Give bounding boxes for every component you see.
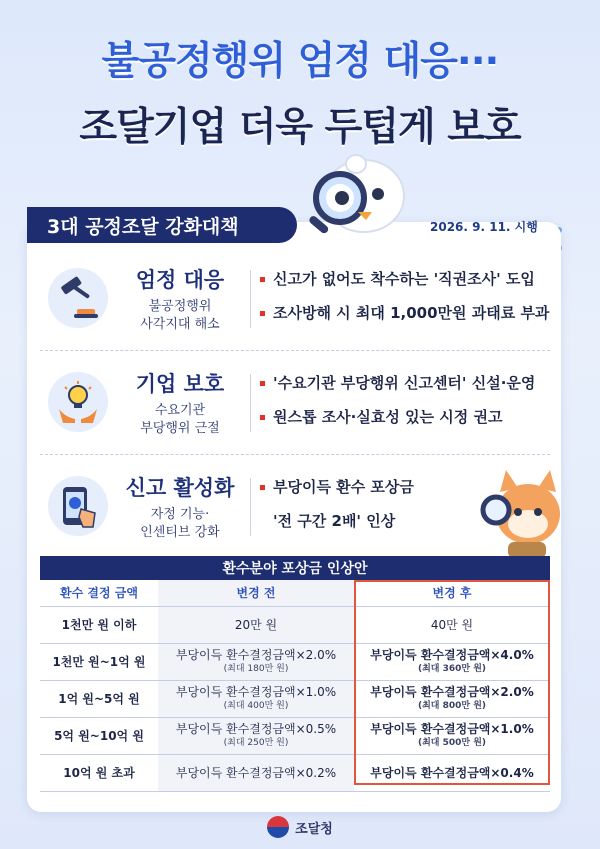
card-tab: 3대 공정조달 강화대책 bbox=[27, 207, 297, 243]
table-row bbox=[40, 717, 550, 754]
section-subtitle-line-2: 부당행위 근절 bbox=[140, 421, 220, 436]
section-title: 엄정 대응 bbox=[135, 268, 225, 292]
section-subtitle-line-1: 수요기관 bbox=[154, 403, 206, 418]
column-header: 변경 전 bbox=[158, 580, 354, 606]
section-subtitle-line-1: 불공정행위 bbox=[148, 299, 212, 314]
bullet-item: 원스톱 조사·실효성 있는 시정 권고 bbox=[260, 406, 550, 428]
before-cell: 20만 원 bbox=[158, 606, 354, 643]
before-cell: 부당이득 환수결정금액×0.5% (최대 250만 원) bbox=[158, 717, 354, 754]
section-separator bbox=[250, 478, 251, 536]
bullet-item: '수요기관 부당행위 신고센터' 신설·운영 bbox=[260, 372, 550, 394]
section-bullets bbox=[260, 268, 550, 336]
headline-line-2: 조달기업 더욱 두텁게 보호 bbox=[79, 105, 521, 150]
after-cell: 부당이득 환수결정금액×2.0% (최대 800만 원) bbox=[354, 680, 550, 717]
after-cell: 부당이득 환수결정금액×4.0% (최대 360만 원) bbox=[354, 643, 550, 680]
range-cell: 1천만 원~1억 원 bbox=[40, 643, 158, 680]
section-bullets bbox=[260, 372, 550, 440]
headline bbox=[0, 30, 600, 152]
effective-date: 2026. 9. 11. 시행 bbox=[430, 220, 538, 234]
table-row bbox=[40, 754, 550, 791]
table-row bbox=[40, 606, 550, 643]
lightbulb-hands-icon bbox=[48, 372, 108, 432]
organization-name: 조달청 bbox=[295, 821, 333, 837]
section-separator bbox=[250, 374, 251, 432]
range-cell: 1천만 원 이하 bbox=[40, 606, 158, 643]
after-cell: 부당이득 환수결정금액×0.4% bbox=[354, 754, 550, 791]
table-row bbox=[40, 680, 550, 717]
section-subtitle bbox=[120, 506, 240, 542]
section-business-protection bbox=[40, 362, 550, 452]
bullet-item: 조사방해 시 최대 1,000만원 과태료 부과 bbox=[260, 302, 550, 324]
after-cell: 40만 원 bbox=[354, 606, 550, 643]
gavel-icon bbox=[48, 268, 108, 328]
section-title: 신고 활성화 bbox=[125, 476, 235, 500]
table-header-row bbox=[40, 580, 550, 606]
before-cell: 부당이득 환수결정금액×1.0% (최대 400만 원) bbox=[158, 680, 354, 717]
phone-touch-icon bbox=[48, 476, 108, 536]
section-divider bbox=[40, 454, 550, 455]
mascot-squirrel-icon bbox=[478, 462, 570, 562]
section-title: 기업 보호 bbox=[135, 372, 225, 396]
before-cell: 부당이득 환수결정금액×0.2% bbox=[158, 754, 354, 791]
range-cell: 5억 원~10억 원 bbox=[40, 717, 158, 754]
section-subtitle-line-2: 사각지대 해소 bbox=[140, 317, 220, 332]
column-header: 환수 결정 금액 bbox=[40, 580, 158, 606]
section-subtitle bbox=[120, 402, 240, 438]
section-subtitle-line-1: 자정 기능· bbox=[150, 507, 210, 522]
section-report-activation bbox=[40, 466, 550, 556]
range-cell: 10억 원 초과 bbox=[40, 754, 158, 791]
section-subtitle-line-2: 인센티브 강화 bbox=[140, 525, 220, 540]
after-cell: 부당이득 환수결정금액×1.0% (최대 500만 원) bbox=[354, 717, 550, 754]
section-separator bbox=[250, 270, 251, 328]
section-divider bbox=[40, 350, 550, 351]
range-cell: 1억 원~5억 원 bbox=[40, 680, 158, 717]
section-subtitle bbox=[120, 298, 240, 334]
reward-table bbox=[40, 580, 550, 792]
column-header: 변경 후 bbox=[354, 580, 550, 606]
before-cell: 부당이득 환수결정금액×2.0% (최대 180만 원) bbox=[158, 643, 354, 680]
table-row bbox=[40, 643, 550, 680]
mascot-magnifier-icon bbox=[298, 150, 408, 248]
footer bbox=[0, 816, 600, 838]
bullet-item: '전 구간 2배' 인상 bbox=[273, 512, 396, 530]
government-emblem-icon bbox=[267, 816, 289, 838]
bullet-item: 신고가 없어도 착수하는 '직권조사' 도입 bbox=[260, 268, 550, 290]
reward-table-title: 환수분야 포상금 인상안 bbox=[40, 556, 550, 580]
section-strict-response bbox=[40, 258, 550, 348]
headline-line-1: 불공정행위 엄정 대응··· bbox=[101, 39, 499, 84]
bullet-item: 부당이득 환수 포상금 bbox=[260, 476, 550, 498]
